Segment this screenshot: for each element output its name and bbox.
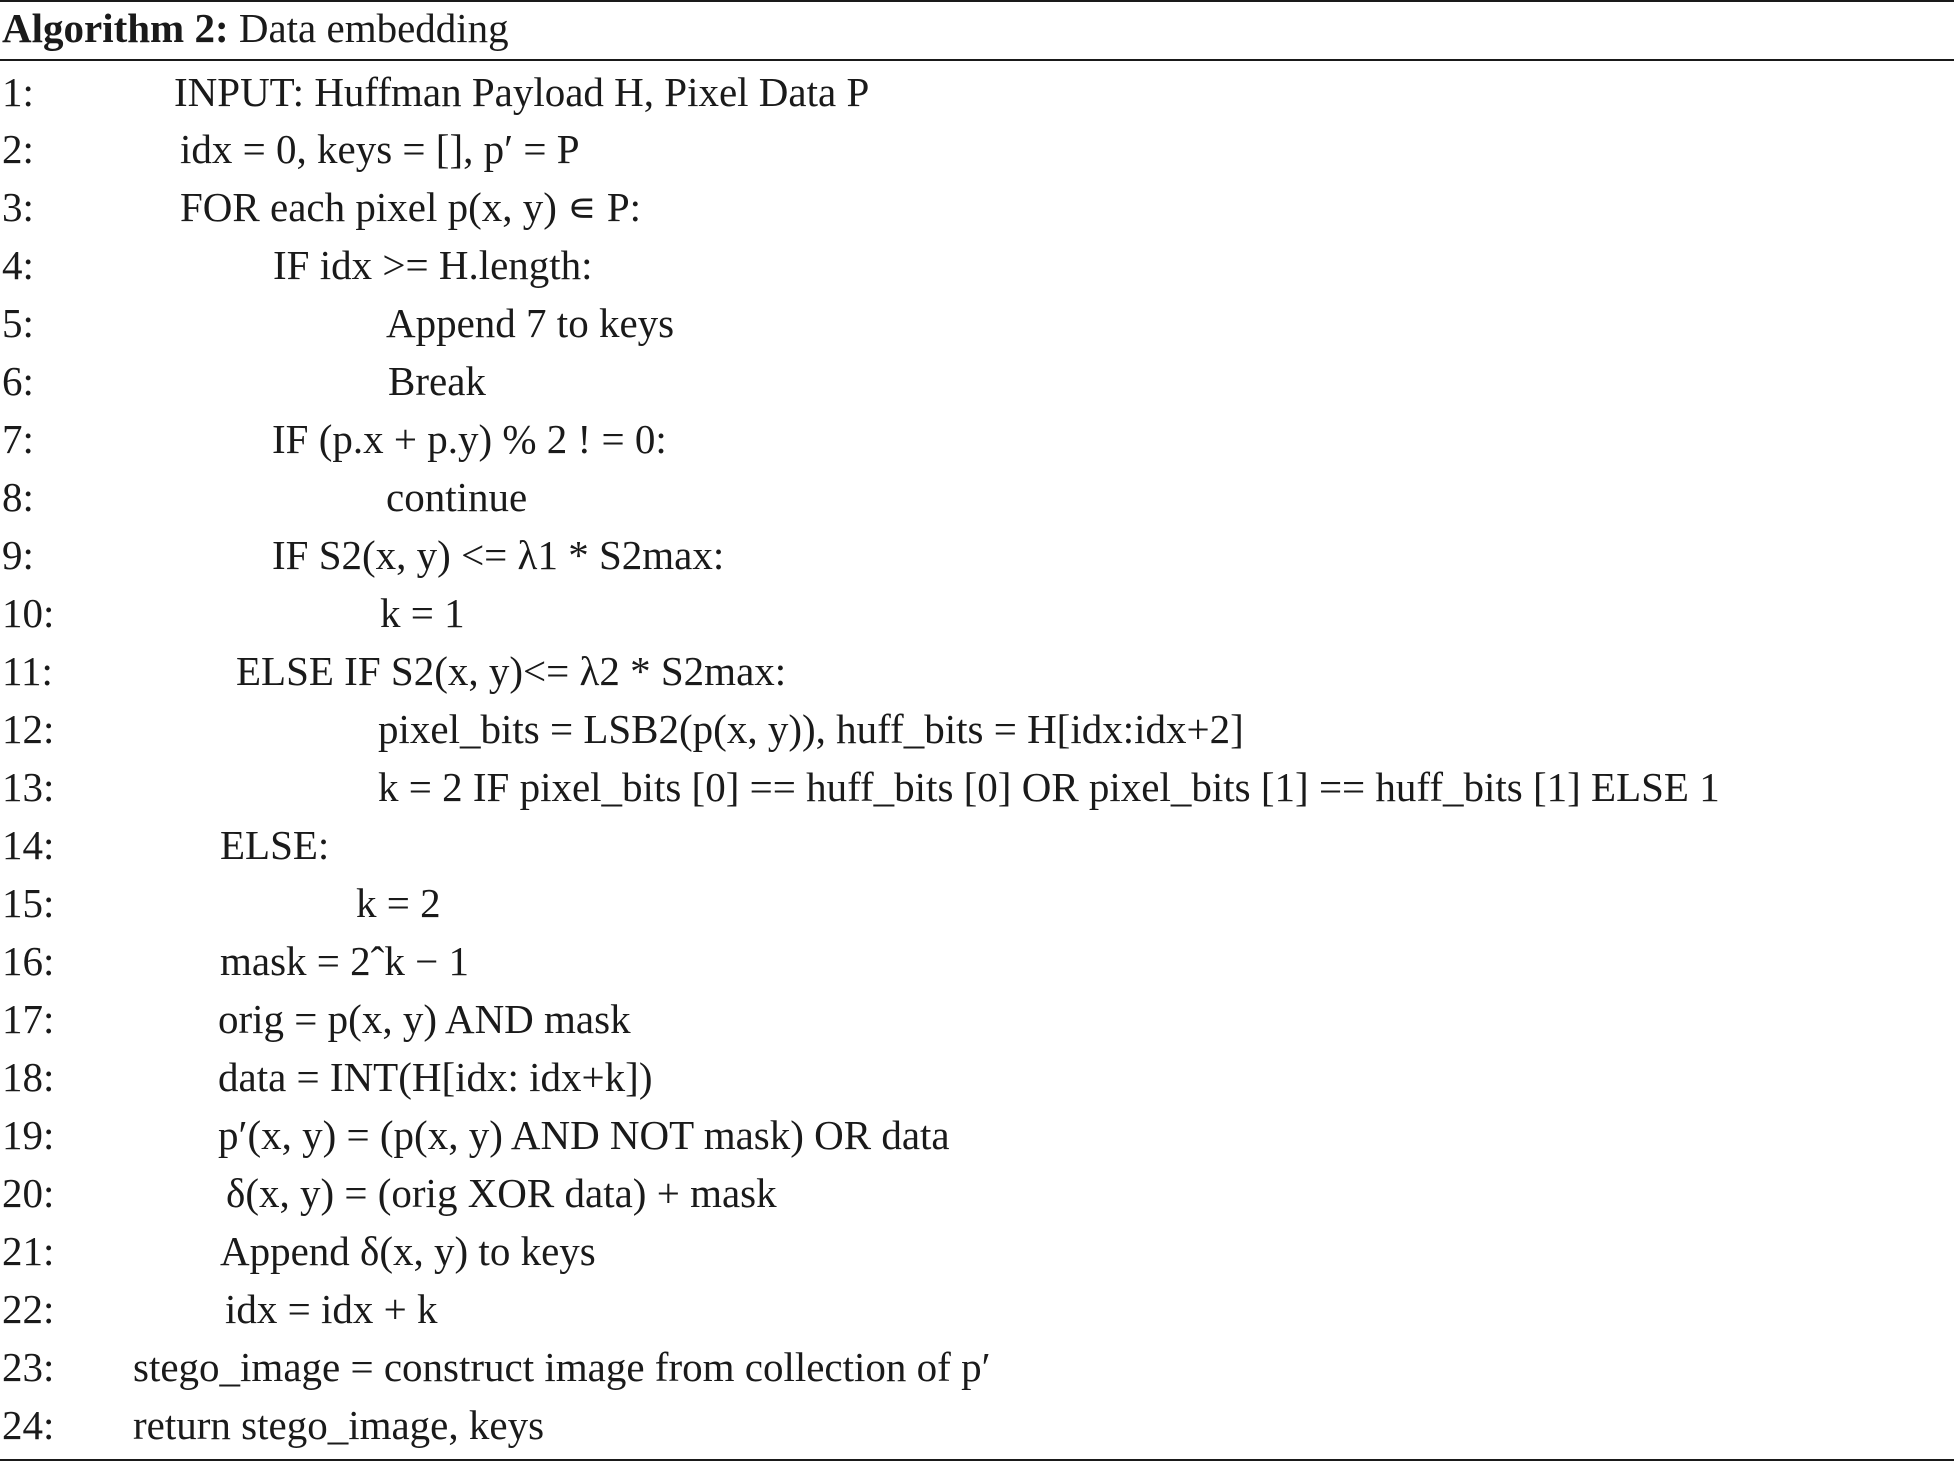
code-line [0,120,1954,178]
code-text: Append δ(x, y) to keys [220,1228,596,1274]
code-line [0,700,1954,758]
code-text: k = 2 IF pixel_bits [0] == huff_bits [0] OR pixel_bits [1] == huff_bits [1] ELSE 1 [378,764,1720,810]
code-text: data = INT(H[idx: idx+k]) [218,1054,653,1100]
code-line [0,526,1954,584]
code-text: Append 7 to keys [386,300,675,346]
code-text: mask = 2ˆk − 1 [220,938,469,984]
line-number: 8: [2,474,34,520]
code-text: pixel_bits = LSB2(p(x, y)), huff_bits = H[idx:idx+2] [378,706,1244,752]
algorithm-caption [2,0,509,56]
line-number: 19: [2,1112,55,1158]
code-text: continue [386,474,528,520]
code-text: IF S2(x, y) <= λ1 * S2max: [272,532,725,578]
code-line [0,758,1954,816]
code-text: FOR each pixel p(x, y) ∊ P: [180,184,642,230]
code-line [0,178,1954,236]
code-text: IF (p.x + p.y) % 2 ! = 0: [272,416,667,462]
code-line [0,1106,1954,1164]
line-number: 21: [2,1228,55,1274]
line-number: 3: [2,184,34,230]
code-line [0,990,1954,1048]
line-number: 24: [2,1402,55,1448]
code-text: k = 2 [356,880,441,926]
code-line [0,932,1954,990]
code-text: stego_image = construct image from collection of p′ [133,1344,991,1390]
line-number: 2: [2,126,34,172]
code-line [0,410,1954,468]
code-line [0,1164,1954,1222]
line-number: 22: [2,1286,55,1332]
code-text: δ(x, y) = (orig XOR data) + mask [226,1170,777,1216]
code-text: ELSE: [220,822,330,868]
code-line [0,1048,1954,1106]
code-line [0,816,1954,874]
code-line [0,1338,1954,1396]
code-text: Break [388,358,486,404]
code-line [0,584,1954,642]
line-number: 12: [2,706,55,752]
code-line [0,352,1954,410]
line-number: 18: [2,1054,55,1100]
line-number: 17: [2,996,55,1042]
code-line [0,1222,1954,1280]
code-text: INPUT: Huffman Payload H, Pixel Data P [174,69,870,115]
code-line [0,468,1954,526]
code-text: idx = 0, keys = [], p′ = P [180,126,580,172]
code-text: IF idx >= H.length: [273,242,593,288]
line-number: 7: [2,416,34,462]
line-number: 1: [2,69,34,115]
line-number: 23: [2,1344,55,1390]
code-line [0,236,1954,294]
line-number: 5: [2,300,34,346]
code-line [0,63,1954,121]
code-line [0,294,1954,352]
code-text: return stego_image, keys [133,1402,545,1448]
line-number: 9: [2,532,34,578]
line-number: 11: [2,648,53,694]
algorithm-title: Data embedding [238,5,509,51]
code-text: idx = idx + k [225,1286,438,1332]
header-rule [0,59,1954,61]
line-number: 6: [2,358,34,404]
algorithm-label: Algorithm 2: [2,5,229,51]
line-number: 16: [2,938,55,984]
line-number: 15: [2,880,55,926]
line-number: 10: [2,590,55,636]
code-text: p′(x, y) = (p(x, y) AND NOT mask) OR data [218,1112,950,1158]
code-line [0,874,1954,932]
code-line [0,642,1954,700]
code-line [0,1396,1954,1454]
code-text: orig = p(x, y) AND mask [218,996,631,1042]
line-number: 13: [2,764,55,810]
line-number: 14: [2,822,55,868]
code-text: k = 1 [380,590,465,636]
code-line [0,1280,1954,1338]
bottom-rule [0,1459,1954,1461]
line-number: 20: [2,1170,55,1216]
code-text: ELSE IF S2(x, y)<= λ2 * S2max: [236,648,787,694]
line-number: 4: [2,242,34,288]
